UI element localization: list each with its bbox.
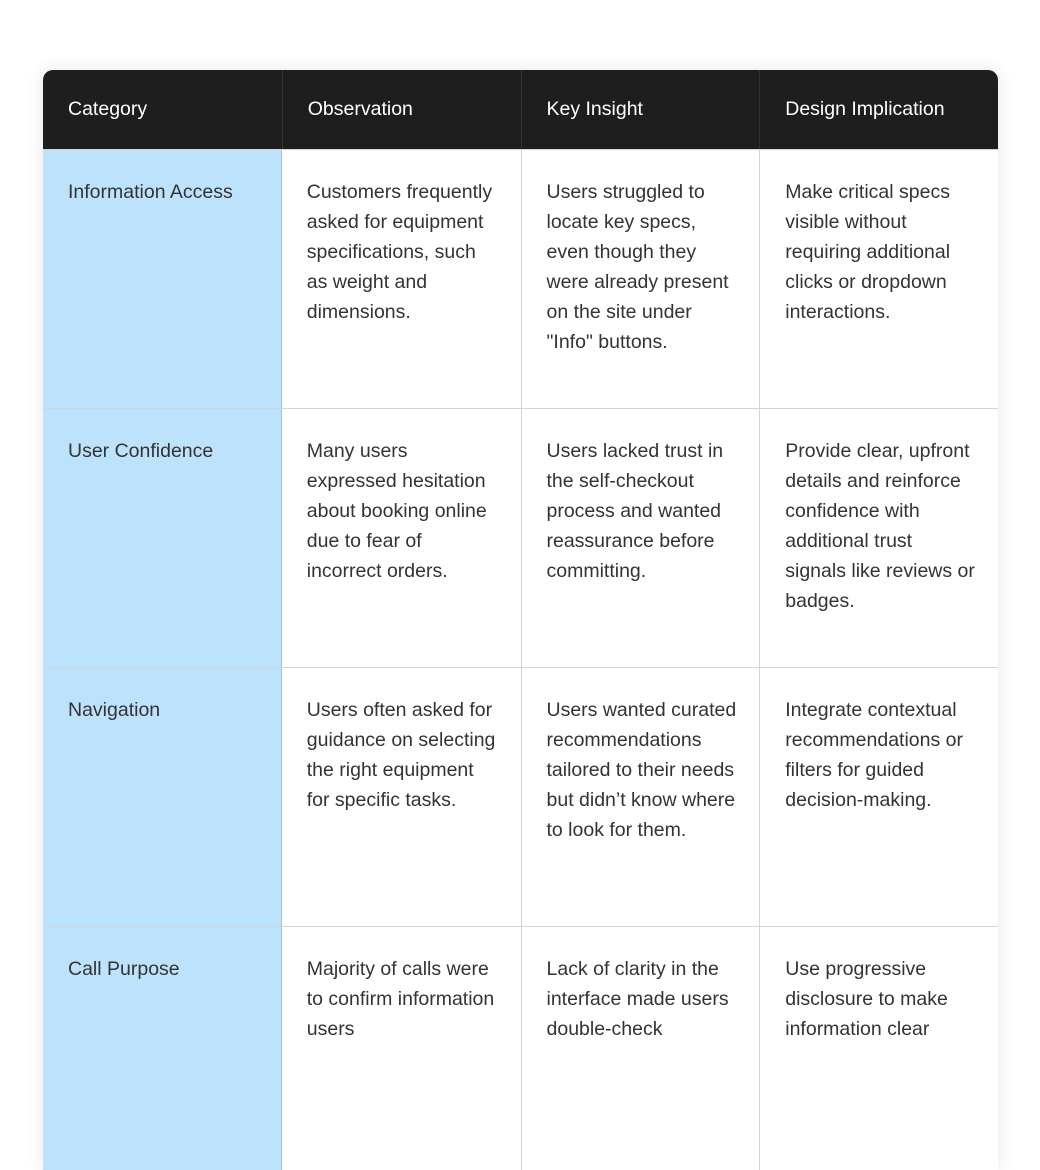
table-row — [43, 926, 998, 1170]
row-insight: Lack of clarity in the interface made users double-check — [521, 927, 760, 1170]
row-observation: Customers frequently asked for equipment specifications, such as weight and dimensions. — [306, 181, 493, 323]
row-category: Call Purpose — [43, 927, 282, 1170]
table-row — [43, 408, 998, 667]
header-key-insight: Key Insight — [521, 70, 760, 149]
row-insight: Users wanted curated recommendations tailored to their needs but didn’t know where to look for them. — [521, 668, 760, 926]
row-implication: Integrate contextual recommendations or filters for guided decision-making. — [759, 668, 998, 926]
row-category: Navigation — [43, 668, 282, 926]
row-implication: Provide clear, upfront details and reinforce confidence with additional trust signals like reviews or badges. — [759, 409, 998, 667]
header-observation: Observation — [282, 70, 521, 149]
table-row — [43, 149, 998, 408]
table-row — [43, 667, 998, 926]
row-implication: Make critical specs visible without requiring additional clicks or dropdown interactions. — [759, 150, 998, 408]
row-implication: Use progressive disclosure to make information clear — [759, 927, 998, 1170]
row-insight: Users struggled to locate key specs, even though they were already present on the site under "Info" buttons. — [521, 150, 760, 408]
row-category: Information Access — [43, 150, 282, 408]
row-observation: Many users expressed hesitation about booking online due to fear of incorrect orders. — [306, 440, 487, 582]
row-category: User Confidence — [43, 409, 282, 667]
row-observation: Users often asked for guidance on selecting the right equipment for specific tasks. — [306, 699, 496, 811]
row-insight: Users lacked trust in the self-checkout process and wanted reassurance before committing. — [521, 409, 760, 667]
header-category: Category — [68, 98, 148, 120]
row-observation: Majority of calls were to confirm information users — [306, 958, 495, 1040]
table-header — [43, 70, 998, 149]
header-design-implication: Design Implication — [759, 70, 998, 149]
insights-table — [43, 70, 998, 1170]
